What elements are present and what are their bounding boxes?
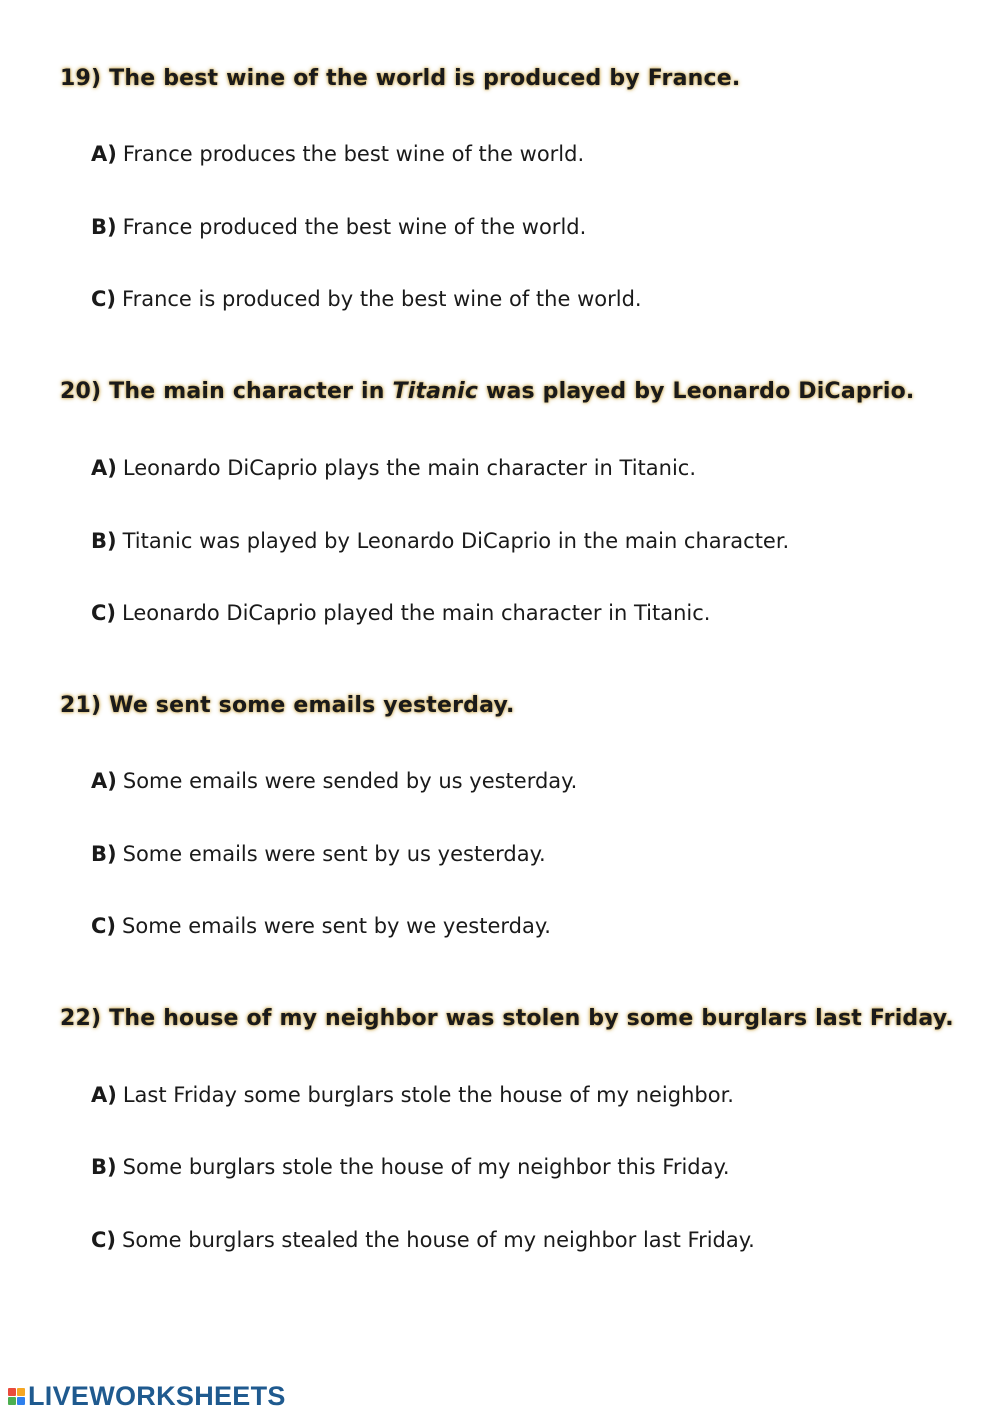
question-19 bbox=[60, 66, 980, 91]
question-text-italic: Titanic bbox=[392, 379, 479, 404]
option-text: Leonardo DiCaprio played the main character in Titanic. bbox=[122, 601, 711, 625]
option-text: Some burglars stole the house of my neighbor this Friday. bbox=[122, 1155, 730, 1179]
option-letter: B) bbox=[91, 215, 117, 239]
option-b[interactable] bbox=[91, 529, 789, 553]
question-title bbox=[60, 1006, 980, 1031]
option-letter: B) bbox=[91, 529, 117, 553]
option-a[interactable] bbox=[91, 456, 696, 480]
option-c[interactable] bbox=[91, 601, 710, 625]
option-text: Titanic was played by Leonardo DiCaprio in the main character. bbox=[122, 529, 790, 553]
option-a[interactable] bbox=[91, 769, 577, 793]
question-text: The house of my neighbor was stolen by some burglars last Friday. bbox=[109, 1006, 954, 1031]
option-letter: C) bbox=[91, 1228, 117, 1252]
option-c[interactable] bbox=[91, 1228, 755, 1252]
option-text: Last Friday some burglars stole the house of my neighbor. bbox=[122, 1083, 734, 1107]
option-text: Leonardo DiCaprio plays the main character in Titanic. bbox=[122, 456, 697, 480]
option-letter: A) bbox=[91, 1083, 117, 1107]
logo-square bbox=[8, 1388, 16, 1396]
question-number: 21) bbox=[60, 693, 102, 718]
option-b[interactable] bbox=[91, 842, 546, 866]
logo-square bbox=[8, 1397, 16, 1405]
option-text: Some burglars stealed the house of my neighbor last Friday. bbox=[122, 1228, 755, 1252]
option-text: Some emails were sended by us yesterday. bbox=[122, 769, 578, 793]
option-letter: B) bbox=[91, 1155, 117, 1179]
liveworksheets-logo[interactable] bbox=[8, 1379, 286, 1413]
option-letter: A) bbox=[91, 456, 117, 480]
option-a[interactable] bbox=[91, 1083, 734, 1107]
option-letter: C) bbox=[91, 287, 117, 311]
liveworksheets-logo-icon bbox=[8, 1388, 25, 1405]
question-title bbox=[60, 379, 980, 404]
question-text: The main character in bbox=[109, 379, 385, 404]
question-number: 22) bbox=[60, 1006, 102, 1031]
option-b[interactable] bbox=[91, 1155, 730, 1179]
option-a[interactable] bbox=[91, 142, 584, 166]
option-letter: A) bbox=[91, 142, 117, 166]
question-title bbox=[60, 66, 980, 91]
question-20 bbox=[60, 379, 980, 404]
option-c[interactable] bbox=[91, 914, 551, 938]
question-text: was played by Leonardo DiCaprio. bbox=[485, 379, 915, 404]
option-text: France produces the best wine of the world. bbox=[122, 142, 585, 166]
question-21 bbox=[60, 693, 980, 718]
logo-square bbox=[17, 1397, 25, 1405]
question-text: We sent some emails yesterday. bbox=[109, 693, 515, 718]
question-number: 20) bbox=[60, 379, 102, 404]
option-letter: B) bbox=[91, 842, 117, 866]
question-text: The best wine of the world is produced by France. bbox=[109, 66, 741, 91]
logo-square bbox=[17, 1388, 25, 1396]
option-b[interactable] bbox=[91, 215, 586, 239]
logo-text: LIVEWORKSHEETS bbox=[28, 1380, 286, 1411]
question-title bbox=[60, 693, 980, 718]
option-letter: C) bbox=[91, 914, 117, 938]
option-c[interactable] bbox=[91, 287, 642, 311]
option-text: Some emails were sent by we yesterday. bbox=[122, 914, 551, 938]
question-22 bbox=[60, 1006, 980, 1031]
question-number: 19) bbox=[60, 66, 102, 91]
option-text: France produced the best wine of the world. bbox=[122, 215, 587, 239]
option-letter: C) bbox=[91, 601, 117, 625]
option-letter: A) bbox=[91, 769, 117, 793]
option-text: France is produced by the best wine of the world. bbox=[122, 287, 642, 311]
option-text: Some emails were sent by us yesterday. bbox=[122, 842, 546, 866]
